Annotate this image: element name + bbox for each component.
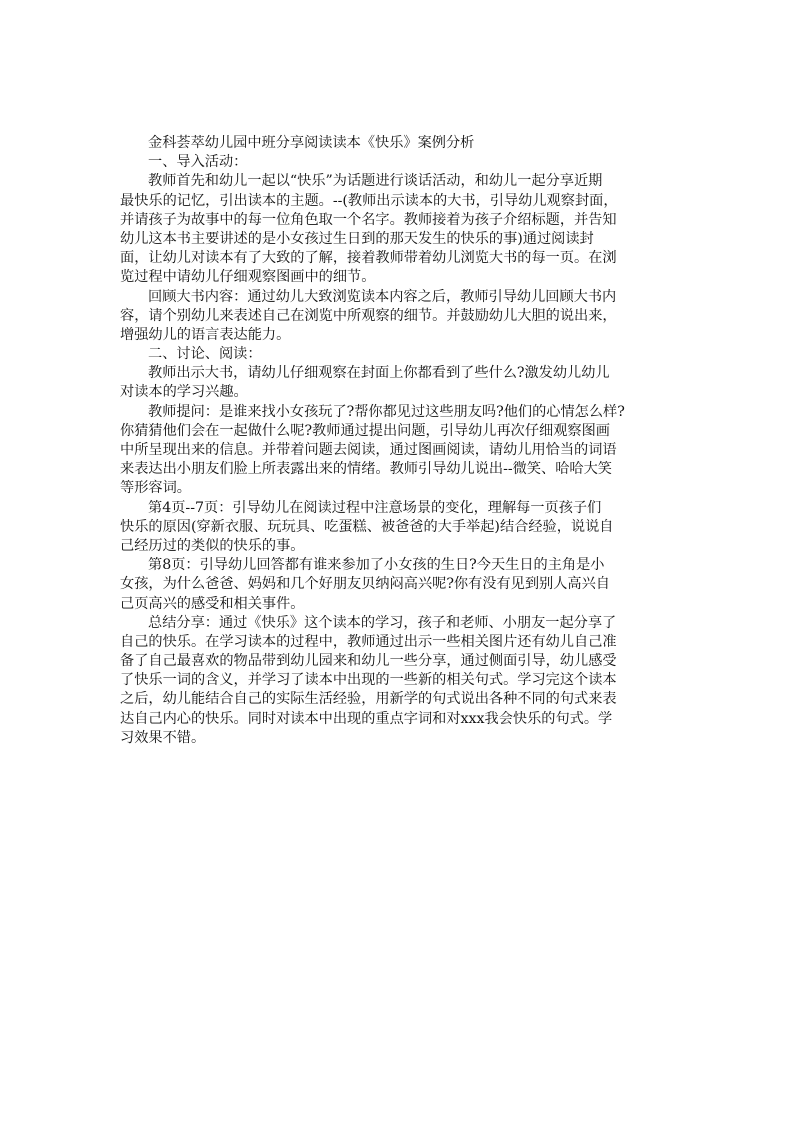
text-line: 己页高兴的感受和相关事件。 [120, 595, 305, 612]
text-line: 了快乐一词的含义，并学习了读本中出现的一些新的相关句式。学习完这个读本 [120, 672, 617, 689]
text-line: 教师首先和幼儿一起以“快乐”为话题进行谈话活动，和幼儿一起分享近期 [148, 173, 603, 190]
document-body [120, 134, 680, 748]
text-line: 最快乐的记忆，引出读本的主题。--(教师出示读本的大书，引导幼儿观察封面， [120, 192, 618, 209]
text-line: 等形容词。 [120, 480, 191, 497]
text-line: 教师出示大书，请幼儿仔细观察在封面上你都看到了些什么?激发幼儿幼儿 [148, 365, 610, 382]
text-line: 面，让幼儿对读本有了大致的了解，接着教师带着幼儿浏览大书的每一页。在浏 [120, 250, 617, 267]
text-line: 快乐的原因(穿新衣服、玩玩具、吃蛋糕、被爸爸的大手举起)结合经验，说说自 [120, 518, 614, 535]
text-line: 览过程中请幼儿仔细观察图画中的细节。 [120, 269, 376, 286]
text-line: 第4页--7页：引导幼儿在阅读过程中注意场景的变化，理解每一页孩子们 [148, 499, 602, 516]
text-line: 并请孩子为故事中的每一位角色取一个名字。教师接着为孩子介绍标题，并告知 [120, 211, 617, 228]
text-line: 容，请个别幼儿来表述自己在浏览中所观察的细节。并鼓励幼儿大胆的说出来， [120, 307, 617, 324]
text-line: 达自己内心的快乐。同时对读本中出现的重点字词和对xxx我会快乐的句式。学 [120, 710, 613, 727]
text-line: 你猜猜他们会在一起做什么呢?教师通过提出问题，引导幼儿再次仔细观察图画 [120, 422, 610, 439]
text-line: 习效果不错。 [120, 729, 206, 746]
text-line: 回顾大书内容：通过幼儿大致浏览读本内容之后，教师引导幼儿回顾大书内 [148, 288, 617, 305]
text-line: 教师提问：是谁来找小女孩玩了?帮你都见过这些朋友吗?他们的心情怎么样? [148, 403, 625, 420]
text-line: 之后，幼儿能结合自己的实际生活经验，用新学的句式说出各种不同的句式来表 [120, 691, 617, 708]
text-line: 二、讨论、阅读： [148, 346, 262, 363]
text-line: 对读本的学习兴趣。 [120, 384, 248, 401]
text-line: 第8页：引导幼儿回答都有谁来参加了小女孩的生日?今天生日的主角是小 [148, 557, 605, 574]
text-line: 己经历过的类似的快乐的事。 [120, 537, 305, 554]
text-line: 中所呈现出来的信息。并带着问题去阅读，通过图画阅读，请幼儿用恰当的词语 [120, 442, 617, 458]
text-line: 备了自己最喜欢的物品带到幼儿园来和幼儿一些分享，通过侧面引导，幼儿感受 [120, 653, 617, 670]
text-line: 增强幼儿的语言表达能力。 [120, 326, 291, 343]
text-line: 来表达出小朋友们脸上所表露出来的情绪。教师引导幼儿说出--微笑、哈哈大笑 [120, 461, 612, 478]
text-line: 女孩，为什么爸爸、妈妈和几个好朋友贝纳闷高兴呢?你有没有见到别人高兴自 [120, 576, 610, 593]
document-title: 金科荟萃幼儿园中班分享阅读读本《快乐》案例分析 [148, 135, 475, 151]
text-line: 一、导入活动： [148, 154, 248, 171]
text-line: 幼儿这本书主要讲述的是小女孩过生日到的那天发生的快乐的事)通过阅读封 [120, 230, 594, 247]
text-line: 自己的快乐。在学习读本的过程中，教师通过出示一些相关图片还有幼儿自己准 [120, 633, 617, 650]
text-line: 总结分享：通过《快乐》这个读本的学习，孩子和老师、小朋友一起分享了 [148, 614, 617, 631]
